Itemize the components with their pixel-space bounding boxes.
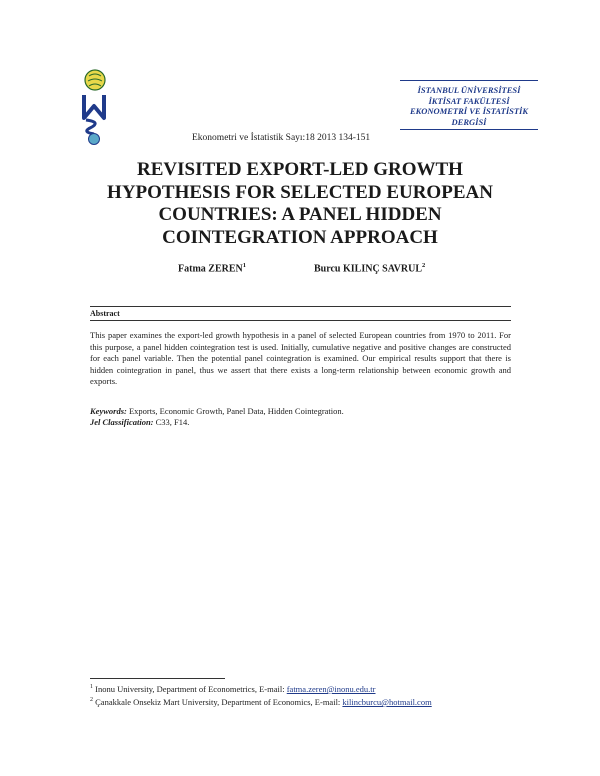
footnote-email-link[interactable]: kilincburcu@hotmail.com <box>342 697 432 707</box>
footnote-rule <box>90 678 225 679</box>
paper-title <box>90 159 510 249</box>
author-name: Fatma ZEREN <box>178 263 243 275</box>
title-line: COINTEGRATION APPROACH <box>162 226 438 248</box>
keywords-text: Exports, Economic Growth, Panel Data, Hidden Cointegration. <box>126 406 344 416</box>
abstract-heading: Abstract <box>90 309 120 318</box>
journal-name-line: DERGİSİ <box>451 116 487 127</box>
jel-label: Jel Classification: <box>90 417 154 427</box>
author-mark: 2 <box>422 262 426 269</box>
footnote-mark: 1 <box>90 684 93 691</box>
journal-name-line: EKONOMETRİ VE İSTATİSTİK <box>409 106 529 116</box>
abstract-top-rule <box>90 306 511 307</box>
issue-line: Ekonometri ve İstatistik Sayı:18 2013 134-151 <box>192 133 371 143</box>
abstract-text: This paper examines the export-led growth hypothesis in a panel of selected European countries from 1970 to 2011. For this purpose, a panel hidden cointegration test is used. Initially, cumulative negative and positive changes are constructed for each panel variable. Then the potential panel cointegration is examined. Our empirical results support that there is hidden cointegration in panel, thus we assert that there exists a long-term relationship between economic growth and exports. <box>90 330 511 386</box>
keywords-line <box>90 406 344 417</box>
author-1 <box>178 262 246 274</box>
footnote-text: Inonu University, Department of Econometrics, E-mail: <box>93 684 287 694</box>
journal-logo-icon <box>80 68 110 146</box>
journal-name-box <box>400 80 538 130</box>
jel-line <box>90 417 189 428</box>
author-name: Burcu KILINÇ SAVRUL <box>314 263 422 275</box>
author-mark: 1 <box>242 262 246 269</box>
footnote-2 <box>90 697 432 707</box>
footnote-email-link[interactable]: fatma.zeren@inonu.edu.tr <box>286 684 376 694</box>
title-line: COUNTRIES: A PANEL HIDDEN <box>158 204 442 225</box>
title-line: REVISITED EXPORT-LED GROWTH <box>137 159 463 180</box>
journal-name-line: İSTANBUL ÜNİVERSİTESİ <box>417 85 521 95</box>
footnote-mark: 2 <box>90 697 93 704</box>
title-line: HYPOTHESIS FOR SELECTED EUROPEAN <box>107 181 493 203</box>
abstract-heading-rule <box>90 320 511 321</box>
footnote-text: Çanakkale Onsekiz Mart University, Department of Economics, E-mail: <box>93 697 343 707</box>
jel-text: C33, F14. <box>153 417 190 427</box>
author-2 <box>314 262 425 274</box>
footnote-1 <box>90 684 376 694</box>
keywords-label: Keywords: <box>90 406 127 416</box>
journal-name-line: İKTİSAT FAKÜLTESİ <box>428 95 510 106</box>
